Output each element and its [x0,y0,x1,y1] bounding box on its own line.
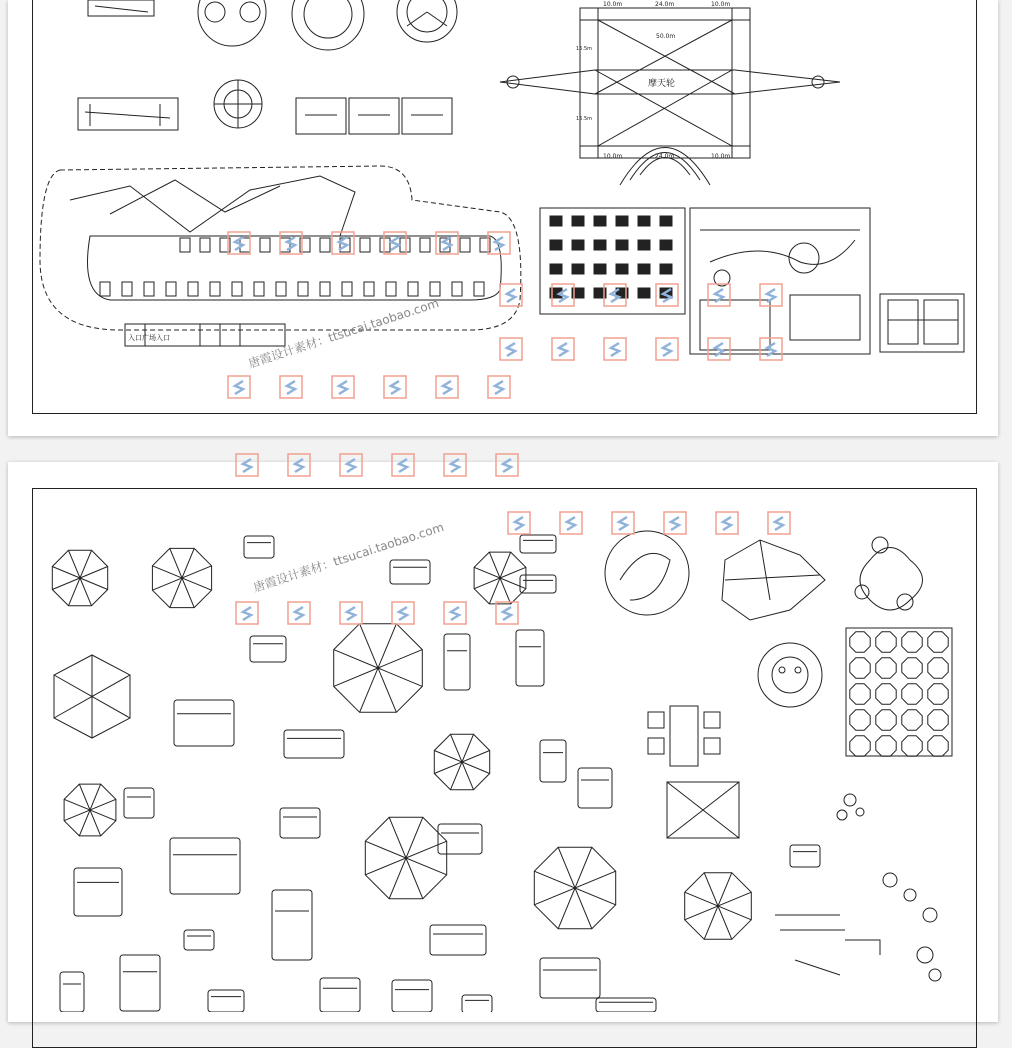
octagon-tile [850,710,870,730]
watermark-logo [760,284,782,306]
hexagon-umbrella [54,655,130,738]
seat-block [342,282,352,296]
seat-block [320,282,330,296]
octagon-tile [850,736,870,756]
seat-block [474,282,484,296]
circular-planter-pair [198,0,457,50]
watermark-logo [500,338,522,360]
plan-block-1 [88,0,154,16]
chair-7 [516,630,544,686]
component-block [550,216,562,226]
seat-block [364,282,374,296]
component-block [594,240,606,250]
chair-20 [120,955,160,1011]
chair-21 [60,972,84,1012]
octagon-tile [928,632,948,652]
watermark-logo [340,454,362,476]
watermark-logo [500,284,522,306]
watermark-logo [496,602,518,624]
plan-block-2 [78,98,178,130]
dim-label-4: 50.0m [656,33,676,40]
watermark-logo [708,284,730,306]
watermark-logo [768,512,790,534]
ferris-wheel-plaza-plan [500,1,840,185]
chair-23 [392,980,432,1012]
crazy-paving [722,540,825,620]
watermark-logo [280,232,302,254]
watermark-logo [496,454,518,476]
lounge-chair-symbols [60,535,820,1012]
component-block [572,264,584,274]
octagon-tile [902,632,922,652]
watermark-logo [332,376,354,398]
watermark-logo [560,512,582,534]
component-block [616,264,628,274]
seat-block [360,238,370,252]
round-pavilion [214,80,262,128]
component-block [550,240,562,250]
component-block [660,240,672,250]
flower-stones [855,537,923,610]
umbrella-3 [474,552,526,604]
octagon-tile [928,710,948,730]
chair-9 [284,730,344,758]
umbrella-7 [365,817,446,898]
octagon-tile [902,658,922,678]
seat-block [144,282,154,296]
octagon-tile [876,658,896,678]
octagon-tile [850,658,870,678]
stepping-stones [837,794,941,981]
component-block [638,288,650,298]
chair-3 [520,535,556,553]
watermark-logo [612,512,634,534]
watermark-logo [280,376,302,398]
component-block [594,264,606,274]
umbrella-9 [685,873,752,940]
watermark-logo [508,512,530,534]
seat-block [298,282,308,296]
seat-block [254,282,264,296]
watermark-logo [228,232,250,254]
umbrella-symbols [52,548,751,939]
chair-10 [540,740,566,782]
chair-2 [390,560,430,584]
seat-block [232,282,242,296]
seat-block [100,282,110,296]
chair-22 [320,978,360,1012]
component-block [594,216,606,226]
component-block [660,216,672,226]
picnic-table [667,782,739,838]
octagon-tile [876,736,896,756]
watermark-text-top: 唐霞设计素材：ttsucai.taobao.com [246,295,441,371]
chair-16 [74,868,122,916]
watermark-logo [604,338,626,360]
chair-11 [578,768,612,808]
watermark-logo [236,454,258,476]
chair-8 [174,700,234,746]
watermark-logo [288,454,310,476]
octagon-tile [876,684,896,704]
chair-1 [244,536,274,558]
umbrella-5 [434,734,489,789]
watermark-text-bottom: 唐霞设计素材：ttsucai.taobao.com [251,519,446,595]
table-with-stools [648,706,720,766]
watermark-logo [436,376,458,398]
chair-24 [462,995,492,1012]
detail-sheets-row [296,98,452,134]
chair-14 [124,788,154,818]
component-block [616,240,628,250]
seat-block [180,238,190,252]
seat-block [122,282,132,296]
component-block [638,240,650,250]
umbrella-8 [534,847,615,928]
amusement-track-plan [40,166,521,346]
dim-label-1: 10.0m [603,1,623,8]
octagon-tile [850,632,870,652]
watermark-logo [760,338,782,360]
seat-block [200,238,210,252]
umbrella-6 [64,784,116,836]
seat-block [210,282,220,296]
paving-pattern-tiles [846,628,952,756]
watermark-logo [228,376,250,398]
octagon-tile [876,632,896,652]
octagon-tile [876,710,896,730]
chair-18 [430,925,486,955]
octagon-tile [928,684,948,704]
seat-block [420,238,430,252]
watermark-logo [444,602,466,624]
dim-label-8: 24.0m [655,153,675,160]
component-block [616,216,628,226]
component-block [660,264,672,274]
watermark-logo [664,512,686,534]
watermark-logo [384,376,406,398]
chair-6 [444,634,470,690]
chair-27 [184,930,214,950]
seat-block [386,282,396,296]
dim-label-7: 10.0m [603,153,623,160]
watermark-logo [340,602,362,624]
entrance-label: 入口广场入口 [128,334,170,342]
seat-block [276,282,286,296]
watermark-logo [656,284,678,306]
watermark-logo [392,454,414,476]
watermark-logo [288,602,310,624]
chair-26 [790,845,820,867]
watermark-logo [444,454,466,476]
watermark-logo [656,338,678,360]
chair-28 [208,990,244,1012]
octagon-tile [902,710,922,730]
dim-label-3: 10.0m [711,1,731,8]
component-block [550,264,562,274]
track-seat-blocks [100,238,490,296]
chair-5 [250,636,286,662]
seat-block [188,282,198,296]
chair-19 [540,958,600,998]
chair-25 [596,998,656,1012]
seat-block [460,238,470,252]
watermark-logo [552,338,574,360]
octagon-tile [902,684,922,704]
seat-block [166,282,176,296]
watermark-logo [384,232,406,254]
round-mosaic-medallion [605,531,689,615]
seat-block [452,282,462,296]
octagon-tile [902,736,922,756]
octagon-tile [850,684,870,704]
octagon-paving-pattern [850,632,948,756]
dim-label-9: 10.0m [711,153,731,160]
umbrella-4 [334,624,423,713]
watermark-logo [436,232,458,254]
component-blocks [550,216,672,298]
octagon-tile [928,658,948,678]
watermark-logo [488,376,510,398]
seat-block [430,282,440,296]
dim-label-6: 16.5m [576,116,593,122]
octagon-tile [928,736,948,756]
dim-label-2: 24.0m [655,1,675,8]
watermark-logo [488,232,510,254]
watermark-logo [236,602,258,624]
lion-head-ornament [758,643,822,707]
dim-label-5: 16.5m [576,46,593,52]
plaza-label: 摩天轮 [648,79,676,89]
chair-15 [170,838,240,894]
watermark-logo [392,602,414,624]
seat-block [400,238,410,252]
component-block [638,264,650,274]
edge-details [775,915,880,975]
component-block [572,240,584,250]
watermark-logo [332,232,354,254]
seat-block [320,238,330,252]
umbrella-1 [52,550,107,605]
section-detail-sheet [880,294,964,352]
seat-block [260,238,270,252]
component-block [572,216,584,226]
elevation-detail-sheet [690,208,870,354]
watermark-logo [716,512,738,534]
seat-block [380,238,390,252]
seat-block [408,282,418,296]
chair-12 [280,808,320,838]
component-block [638,216,650,226]
umbrella-2 [152,548,211,607]
chair-17 [272,890,312,960]
watermark-logo [708,338,730,360]
